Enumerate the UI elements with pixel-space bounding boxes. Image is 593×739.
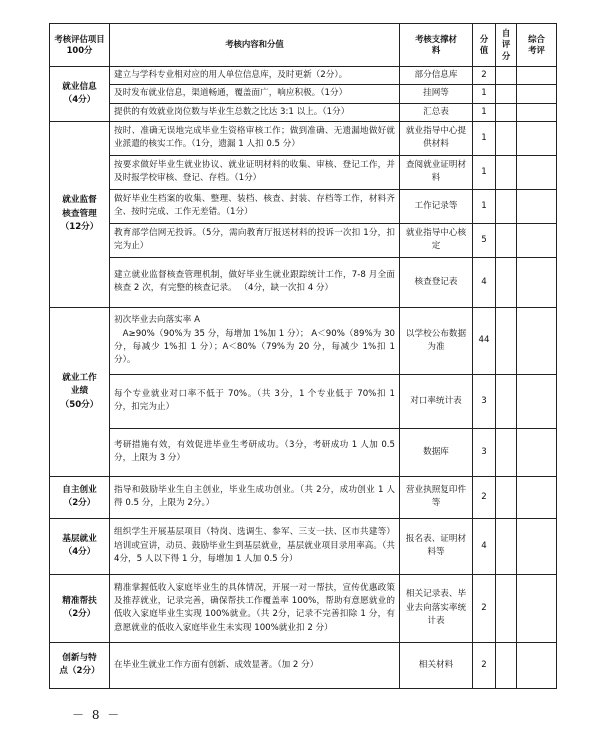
page-number: － 8 －	[72, 708, 122, 722]
category-cell: 创新与特 点（2分）	[50, 642, 110, 688]
self-score-cell[interactable]	[496, 223, 517, 257]
support-cell: 汇总表	[400, 103, 473, 121]
table-row	[50, 518, 557, 574]
score-cell: 1	[473, 155, 496, 189]
header-overall: 综合考评	[517, 24, 557, 67]
support-cell: 工作记录等	[400, 189, 473, 223]
support-cell: 核查登记表	[400, 257, 473, 307]
category-cell: 精准帮扶 （2分）	[50, 574, 110, 642]
score-cell: 4	[473, 518, 496, 574]
table-row	[50, 374, 557, 428]
self-score-cell[interactable]	[496, 518, 517, 574]
score-cell: 2	[473, 67, 496, 85]
content-cell: 按时、准确无误地完成毕业生资格审核工作；做到准确、无遗漏地做好就业派遣的核实工作。（1分，遗漏 1 人扣 0.5 分）	[110, 121, 400, 155]
overall-score-cell[interactable]	[517, 103, 557, 121]
self-score-cell[interactable]	[496, 85, 517, 103]
score-cell: 2	[473, 574, 496, 642]
content-cell: 建立与学科专业相对应的用人单位信息库，及时更新（2分）。	[110, 67, 400, 85]
self-score-cell[interactable]	[496, 155, 517, 189]
support-cell: 数据库	[400, 428, 473, 476]
overall-score-cell[interactable]	[517, 67, 557, 85]
content-cell: 每个专业就业对口率不低于 70%。（共 3分，1 个专业低于 70%扣 1 分，扣完为止）	[110, 374, 400, 428]
header-row	[50, 24, 557, 67]
table-row	[50, 476, 557, 518]
score-cell: 4	[473, 257, 496, 307]
self-score-cell[interactable]	[496, 103, 517, 121]
support-cell: 就业指导中心提供材料	[400, 121, 473, 155]
table-row	[50, 257, 557, 307]
self-score-cell[interactable]	[496, 374, 517, 428]
header-content: 考核内容和分值	[110, 24, 400, 67]
score-cell: 3	[473, 428, 496, 476]
category-cell: 就业监督 核查管理 （12分）	[50, 121, 110, 307]
score-cell: 1	[473, 85, 496, 103]
content-cell: 组织学生开展基层项目（特岗、选调生、参军、三支一扶、区市共建等）培训或宣讲，动员、鼓励毕业生到基层就业，基层就业项目录用率高。（共 4分，5 人以下得 1 分，每增加 1 人加 0.5 分）	[110, 518, 400, 574]
overall-score-cell[interactable]	[517, 518, 557, 574]
self-score-cell[interactable]	[496, 121, 517, 155]
overall-score-cell[interactable]	[517, 223, 557, 257]
support-cell: 以学校公布数据为准	[400, 307, 473, 374]
overall-score-cell[interactable]	[517, 155, 557, 189]
overall-score-cell[interactable]	[517, 374, 557, 428]
table-row	[50, 307, 557, 374]
table-row	[50, 67, 557, 85]
support-cell: 部分信息库	[400, 67, 473, 85]
overall-score-cell[interactable]	[517, 476, 557, 518]
content-cell: 考研措施有效，有效促进毕业生考研成功。（3分，考研成功 1 人加 0.5 分，上限为 3 分）	[110, 428, 400, 476]
table-row	[50, 103, 557, 121]
content-cell: 指导和鼓励毕业生自主创业，毕业生成功创业。（共 2分，成功创业 1 人得 0.5 分，上限为 2分。）	[110, 476, 400, 518]
header-score: 分值	[473, 24, 496, 67]
overall-score-cell[interactable]	[517, 307, 557, 374]
table-row	[50, 223, 557, 257]
support-cell: 报名表、证明材料等	[400, 518, 473, 574]
overall-score-cell[interactable]	[517, 428, 557, 476]
content-cell: 提供的有效就业岗位数与毕业生总数之比达 3:1 以上。（1分）	[110, 103, 400, 121]
header-self-score: 自评分	[496, 24, 517, 67]
score-cell: 44	[473, 307, 496, 374]
evaluation-table	[49, 23, 557, 689]
category-cell: 就业信息 （4分）	[50, 67, 110, 122]
content-cell: 在毕业生就业工作方面有创新、成效显著。（加 2 分）	[110, 642, 400, 688]
table-row	[50, 189, 557, 223]
overall-score-cell[interactable]	[517, 257, 557, 307]
table-row	[50, 642, 557, 688]
overall-score-cell[interactable]	[517, 85, 557, 103]
self-score-cell[interactable]	[496, 642, 517, 688]
content-cell: 及时发布就业信息，渠道畅通，覆盖面广，响应积极。（1分）	[110, 85, 400, 103]
support-cell: 相关材料	[400, 642, 473, 688]
table-row	[50, 121, 557, 155]
content-cell: 初次毕业去向落实率 A A≥90%（90%为 35 分，每增加 1%加 1 分）； A＜90%（89%为 30 分，每减少 1%扣 1 分）；A＜80%（79%为 20 分，每减少 1%扣 1 分）。	[110, 307, 400, 374]
support-cell: 就业指导中心核定	[400, 223, 473, 257]
score-cell: 1	[473, 121, 496, 155]
content-cell: 精准掌握低收入家庭毕业生的具体情况，开展一对一帮扶，宣传优惠政策及推荐就业，记录完善，确保帮扶工作覆盖率 100%，帮助有意愿就业的低收入家庭毕业生实现 100%就业。（共 2分，记录不完善扣除 1 分，有意愿就业的低收入家庭毕业生未实现 100%就业扣 2 分）	[110, 574, 400, 642]
header-category: 考核评估项目 100分	[50, 24, 110, 67]
overall-score-cell[interactable]	[517, 121, 557, 155]
overall-score-cell[interactable]	[517, 642, 557, 688]
table-row	[50, 574, 557, 642]
support-cell: 相关记录表、毕业去向落实率统计表	[400, 574, 473, 642]
self-score-cell[interactable]	[496, 574, 517, 642]
score-cell: 1	[473, 103, 496, 121]
self-score-cell[interactable]	[496, 476, 517, 518]
content-cell: 建立就业监督核查管理机制，做好毕业生就业跟踪统计工作，7-8 月全面核查 2 次，有完整的核查记录。 （4分，缺一次扣 4 分）	[110, 257, 400, 307]
content-cell: 做好毕业生档案的收集、整理、装档、核查、封装、存档等工作，材料齐全、按时完成、工作无差错。（1分）	[110, 189, 400, 223]
table-row	[50, 155, 557, 189]
support-cell: 挂网等	[400, 85, 473, 103]
support-cell: 对口率统计表	[400, 374, 473, 428]
self-score-cell[interactable]	[496, 67, 517, 85]
support-cell: 营业执照复印件等	[400, 476, 473, 518]
self-score-cell[interactable]	[496, 307, 517, 374]
self-score-cell[interactable]	[496, 189, 517, 223]
table-row	[50, 428, 557, 476]
score-cell: 1	[473, 189, 496, 223]
content-cell: 教育部学信网无投诉。（5分，需向教育厅报送材料的投诉一次扣 1分，扣完为止）	[110, 223, 400, 257]
score-cell: 2	[473, 476, 496, 518]
support-cell: 查阅就业证明材料	[400, 155, 473, 189]
category-cell: 自主创业 （2分）	[50, 476, 110, 518]
content-cell: 按要求做好毕业生就业协议、就业证明材料的收集、审核、登记工作，并及时报学校审核、登记、存档。（1分）	[110, 155, 400, 189]
category-cell: 基层就业 （4分）	[50, 518, 110, 574]
overall-score-cell[interactable]	[517, 574, 557, 642]
self-score-cell[interactable]	[496, 257, 517, 307]
table-row	[50, 85, 557, 103]
score-cell: 5	[473, 223, 496, 257]
score-cell: 2	[473, 642, 496, 688]
overall-score-cell[interactable]	[517, 189, 557, 223]
score-cell: 3	[473, 374, 496, 428]
self-score-cell[interactable]	[496, 428, 517, 476]
header-support: 考核支撑材料	[400, 24, 473, 67]
category-cell: 就业工作 业绩 （50分）	[50, 307, 110, 476]
